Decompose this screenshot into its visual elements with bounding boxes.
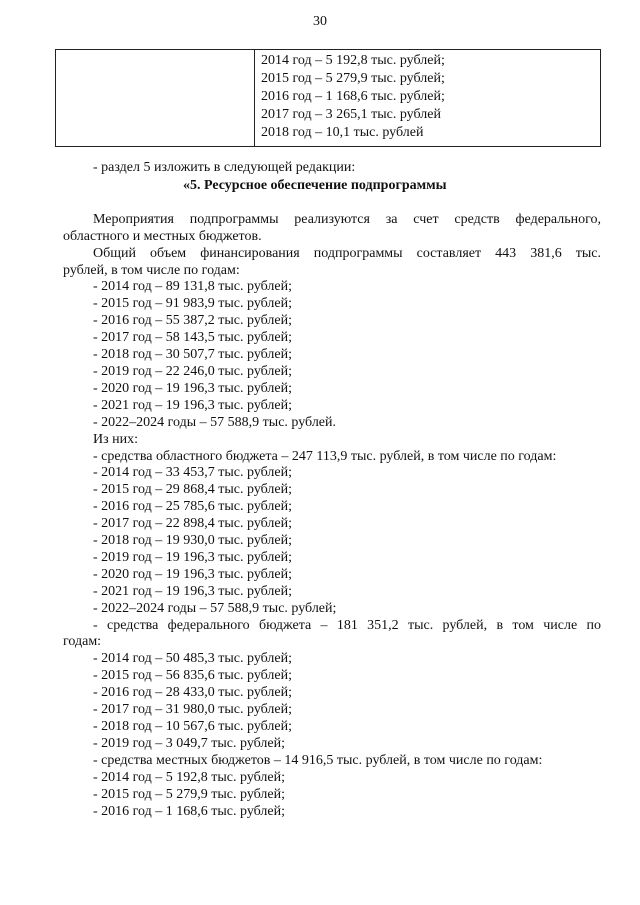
list-item: - 2017 год – 31 980,0 тыс. рублей;	[93, 702, 293, 718]
list-item: - 2022–2024 годы – 57 588,9 тыс. рублей;	[93, 600, 337, 616]
list-item: - 2015 год – 29 868,4 тыс. рублей;	[93, 482, 293, 498]
list-item: - 2018 год – 19 930,0 тыс. рублей;	[93, 533, 293, 549]
section-heading: «5. Ресурсное обеспечение подпрограммы	[183, 177, 447, 193]
list-item: - 2016 год – 1 168,6 тыс. рублей;	[93, 803, 286, 819]
list-item: - 2015 год – 5 279,9 тыс. рублей;	[93, 786, 286, 802]
table-line: 2018 год – 10,1 тыс. рублей	[261, 125, 424, 140]
federal-intro: - средства федерального бюджета – 181 351,2 тыс. рублей, в том числе по	[93, 617, 601, 633]
local-intro: - средства местных бюджетов – 14 916,5 тыс. рублей, в том числе по годам:	[93, 752, 543, 768]
list-item: - 2015 год – 91 983,9 тыс. рублей;	[93, 296, 293, 312]
list-item: - 2015 год – 56 835,6 тыс. рублей;	[93, 668, 293, 684]
list-item: - 2019 год – 22 246,0 тыс. рублей;	[93, 363, 293, 379]
table-row	[56, 50, 601, 147]
list-item: - 2018 год – 10 567,6 тыс. рублей;	[93, 719, 293, 734]
list-item: - 2016 год – 28 433,0 тыс. рублей;	[93, 685, 293, 701]
section-instruction: - раздел 5 изложить в следующей редакции:	[93, 160, 356, 175]
list-item: - 2014 год – 89 131,8 тыс. рублей;	[93, 279, 293, 295]
document-body	[63, 160, 601, 820]
paragraph-line: Общий объем финансирования подпрограммы составляет 443 381,6 тыс.	[93, 245, 601, 261]
table-line: 2014 год – 5 192,8 тыс. рублей;	[261, 53, 445, 68]
table-line: 2016 год – 1 168,6 тыс. рублей;	[261, 89, 445, 104]
list-item: - 2020 год – 19 196,3 тыс. рублей;	[93, 380, 293, 396]
table-cell-empty	[56, 50, 255, 147]
table-line: 2015 год – 5 279,9 тыс. рублей;	[261, 71, 445, 86]
list-item: - 2014 год – 5 192,8 тыс. рублей;	[93, 769, 286, 785]
list-item: - 2017 год – 58 143,5 тыс. рублей;	[93, 330, 293, 346]
list-item: - 2014 год – 33 453,7 тыс. рублей;	[93, 465, 293, 481]
list-item: - 2021 год – 19 196,3 тыс. рублей;	[93, 397, 293, 413]
list-item: - 2017 год – 22 898,4 тыс. рублей;	[93, 516, 293, 532]
page-number: 30	[313, 14, 327, 29]
list-item: - 2020 год – 19 196,3 тыс. рублей;	[93, 566, 293, 582]
table-line: 2017 год – 3 265,1 тыс. рублей	[261, 107, 441, 122]
list-item: - 2019 год – 3 049,7 тыс. рублей;	[93, 735, 286, 751]
funding-table	[55, 49, 601, 147]
list-item: - 2016 год – 55 387,2 тыс. рублей;	[93, 313, 293, 329]
list-item: - 2019 год – 19 196,3 тыс. рублей;	[93, 549, 293, 565]
paragraph-line: областного и местных бюджетов.	[63, 228, 262, 244]
list-item: - 2018 год – 30 507,7 тыс. рублей;	[93, 347, 293, 363]
regional-intro: - средства областного бюджета – 247 113,9 тыс. рублей, в том числе по годам:	[93, 448, 557, 464]
table-cell-years	[255, 50, 601, 147]
list-item: - 2022–2024 годы – 57 588,9 тыс. рублей.	[93, 414, 337, 430]
paragraph-line: Мероприятия подпрограммы реализуются за счет средств федерального,	[93, 211, 601, 227]
federal-intro-cont: годам:	[63, 634, 102, 650]
paragraph-line: рублей, в том числе по годам:	[63, 262, 240, 278]
of-which-label: Из них:	[93, 431, 139, 447]
spacer	[63, 195, 601, 212]
list-item: - 2021 год – 19 196,3 тыс. рублей;	[93, 583, 293, 599]
list-item: - 2016 год – 25 785,6 тыс. рублей;	[93, 499, 293, 515]
list-item: - 2014 год – 50 485,3 тыс. рублей;	[93, 651, 293, 667]
